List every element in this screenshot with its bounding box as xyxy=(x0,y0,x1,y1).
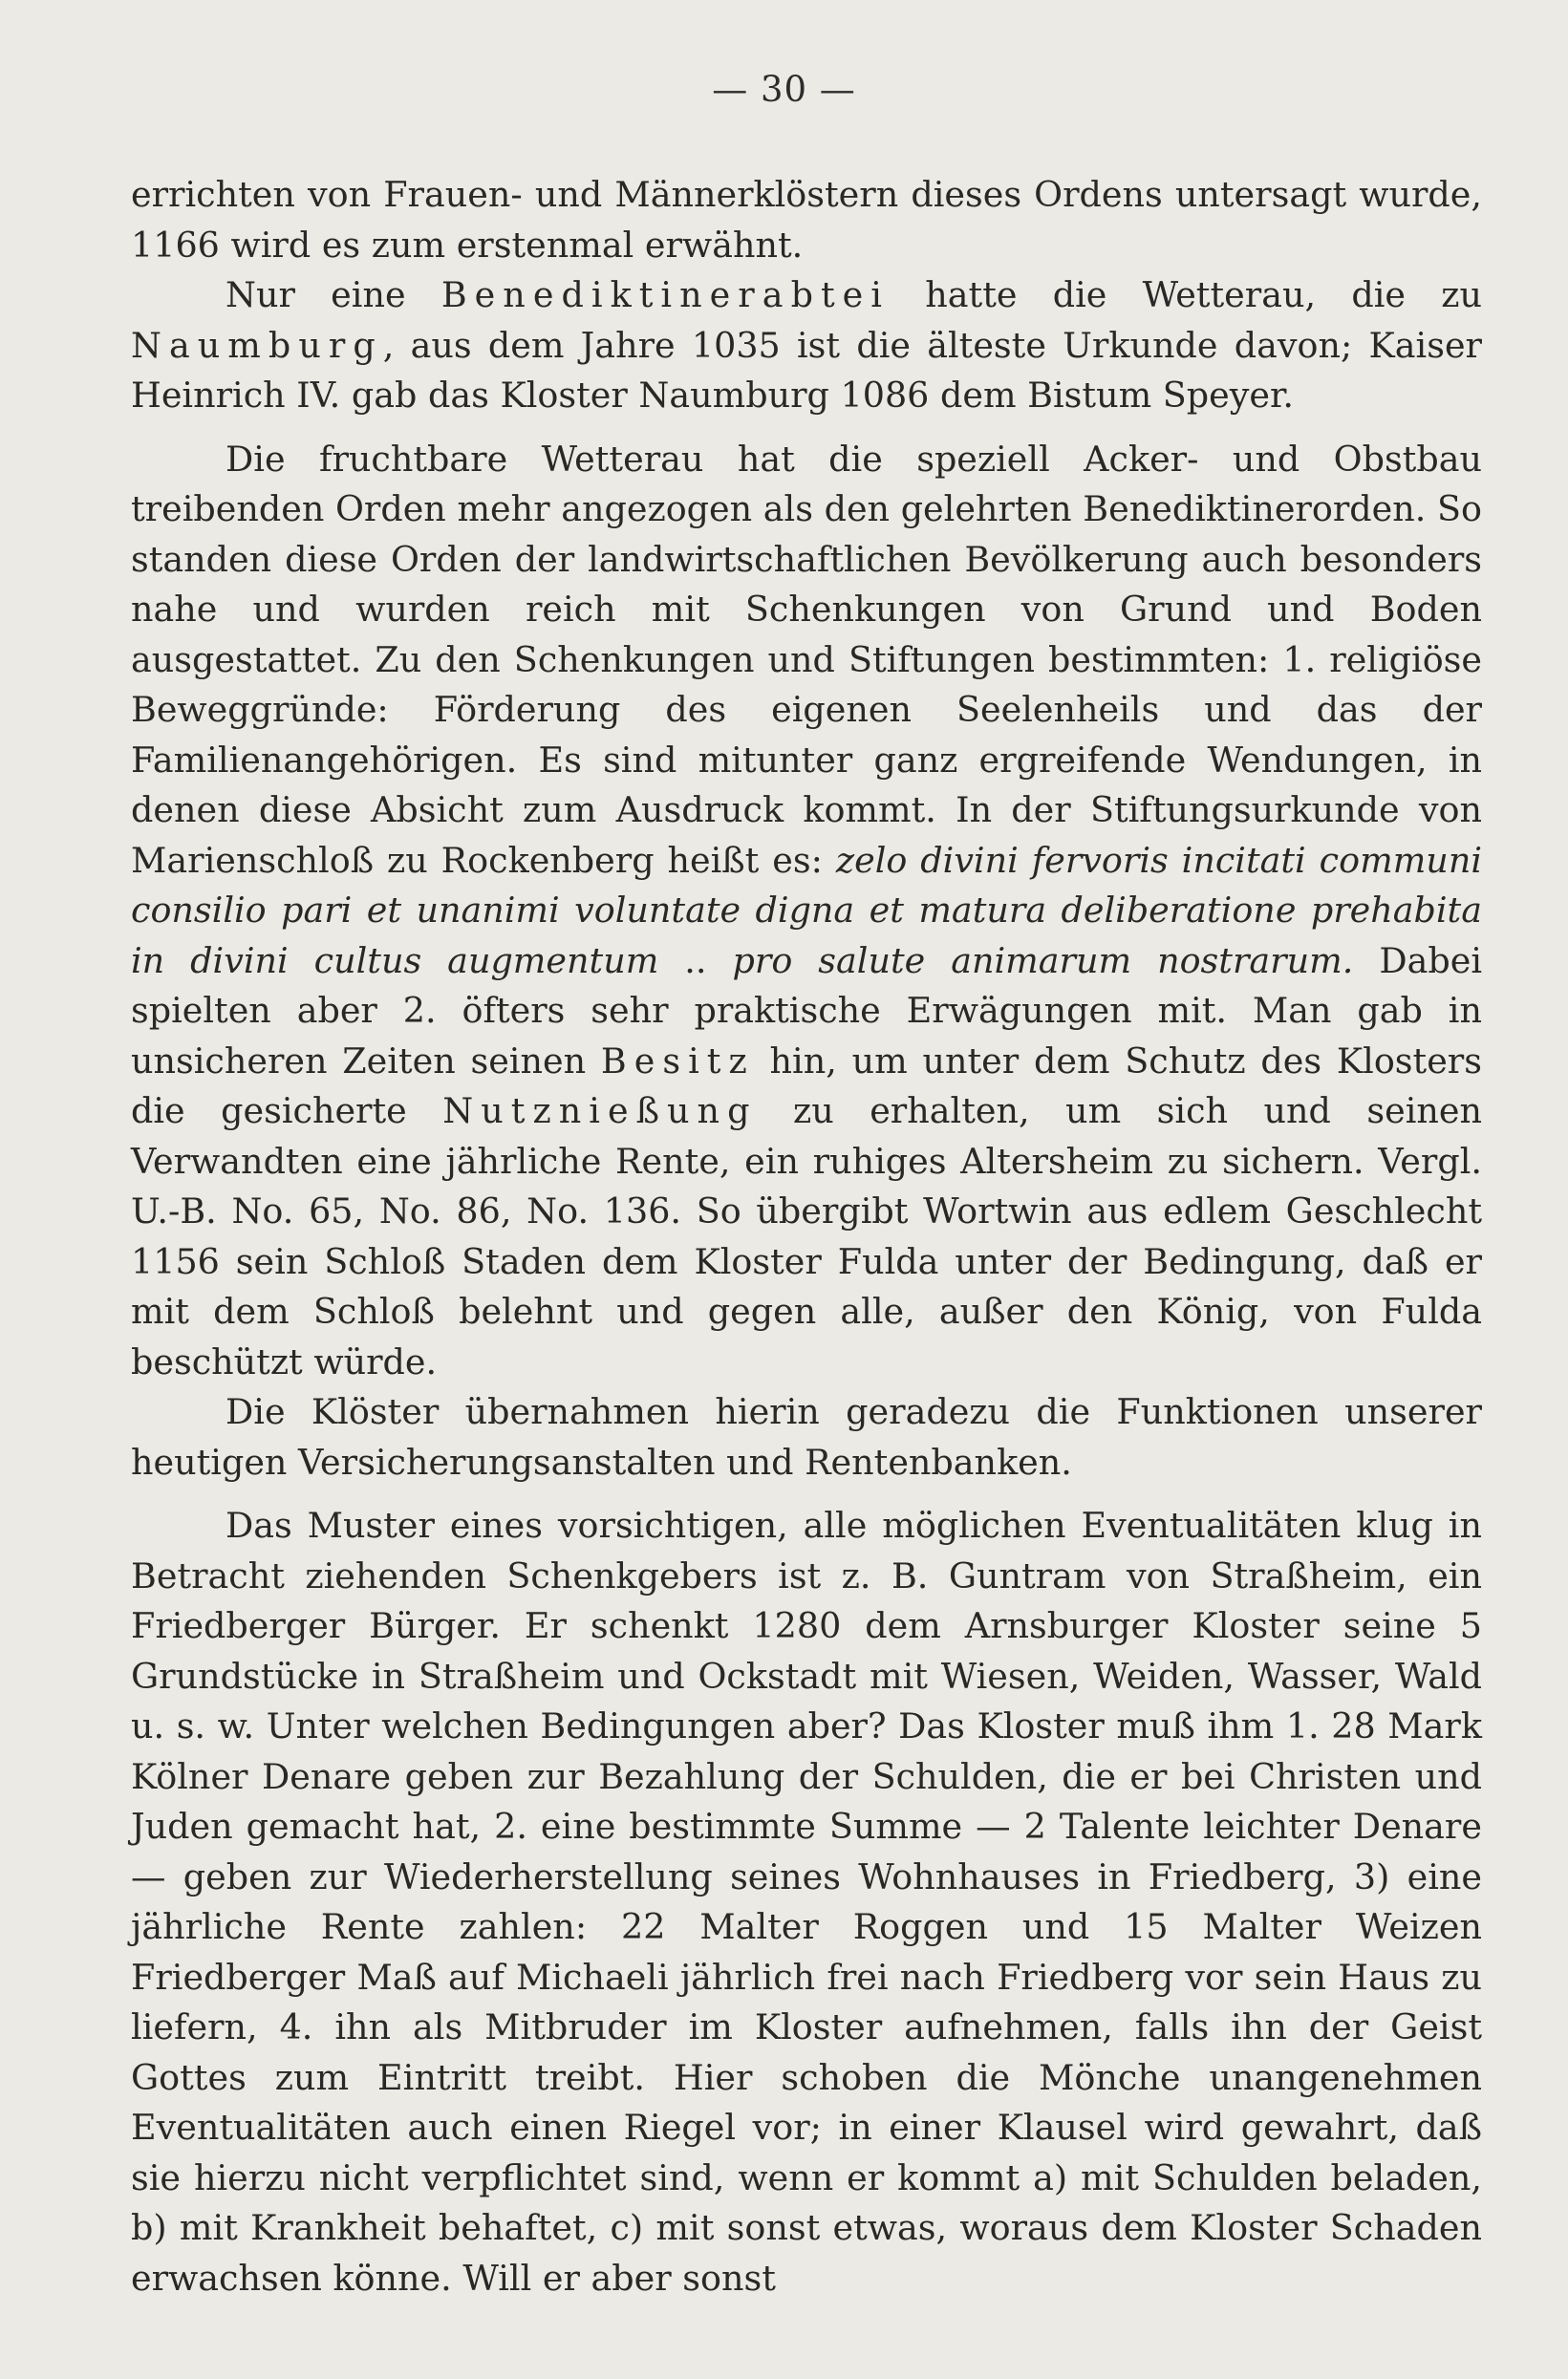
text-run: Dabei spielten aber 2. öfters sehr praktische Erwägungen mit. Man gab in unsicheren Zeiten seinen xyxy=(131,939,1482,1082)
text-run: .. xyxy=(658,939,733,981)
page-number: — 30 — xyxy=(712,69,856,110)
emphasis-besitz: Besitz xyxy=(600,1039,755,1082)
paragraph-5: Das Muster eines vorsichtigen, alle möglichen Eventualitäten klug in Betracht ziehenden Schenkgebers ist z. B. Guntram von Straßheim, ein Friedberger Bürger. Er schenkt 1280 dem Arnsburger Kloster seine 5 Grundstücke in Straßheim und Ockstadt mit Wiesen, Weiden, Wasser, Wald u. s. w. Unter welchen Bedingungen aber? Das Kloster muß ihm 1. 28 Mark Kölner Denare geben zur Bezahlung der Schulden, die er bei Christen und Juden gemacht hat, 2. eine bestimmte Summe — 2 Talente leichter Denare — geben zur Wiederherstellung seines Wohnhauses in Friedberg, 3) eine jährliche Rente zahlen: 22 Malter Roggen und 15 Malter Weizen Friedberger Maß auf Michaeli jährlich frei nach Friedberg vor sein Haus zu liefern, 4. ihn als Mitbruder im Kloster aufnehmen, falls ihn der Geist Gottes zum Eintritt treibt. Hier schoben die Mönche unangenehmen Eventualitäten auch einen Riegel vor; in einer Klausel wird gewahrt, daß sie hierzu nicht verpflichtet sind, wenn er kommt a) mit Schulden beladen, b) mit Krankheit behaftet, c) mit sonst etwas, woraus dem Kloster Schaden erwachsen könne. Will er aber sonst xyxy=(131,1505,1482,2299)
text-run: , aus dem Jahre 1035 ist die älteste Urkunde davon; Kaiser Heinrich IV. gab das Kloster Naumburg 1086 dem Bistum Speyer. xyxy=(131,324,1482,416)
paragraph-3 xyxy=(131,435,1482,1388)
emphasis-nutzniessung: Nutznießung xyxy=(442,1090,758,1131)
text-run: zu erhalten, um sich und seinen Verwandten eine jährliche Rente, ein ruhiges Altersheim zu sichern. Vergl. U.-B. No. 65, No. 86, No. 136. So übergibt Wortwin aus edlem Geschlecht 1156 sein Schloß Staden dem Kloster Fulda unter der Bedingung, daß er mit dem Schloß belehnt und gegen alle, außer den König, von Fulda beschützt würde. xyxy=(131,1090,1482,1382)
paragraph-4: Die Klöster übernahmen hierin geradezu die Funktionen unserer heutigen Versicherungsanstalten und Rentenbanken. xyxy=(131,1391,1482,1483)
text-run: hin, um unter dem Schutz des Klosters die gesicherte xyxy=(131,1039,1482,1131)
text-run: Nur eine xyxy=(226,274,441,315)
latin-quote-1: zelo divini fervoris incitati communi consilio pari et unanimi voluntate digna et matura deliberatione prehabita in divini cultus augmentum xyxy=(131,839,1482,981)
paragraph-2 xyxy=(131,270,1482,421)
emphasis-naumburg: Naumburg xyxy=(131,324,383,366)
text-run: hatte die Wetterau, die zu xyxy=(890,274,1482,315)
body-text xyxy=(131,170,1482,2304)
emphasis-benediktinerabtei: Benediktinerabtei xyxy=(440,274,890,315)
latin-quote-2: pro salute animarum nostrarum. xyxy=(732,939,1354,981)
text-run: Die fruchtbare Wetterau hat die speziell Acker- und Obstbau treibenden Orden mehr angezogen als den gelehrten Benediktinerorden. So standen diese Orden der landwirtschaftlichen Bevölkerung auch besonders nahe und wurden reich mit Schenkungen von Grund und Boden ausgestattet. Zu den Schenkungen und Stiftungen bestimmten: 1. religiöse Beweggründe: Förderung des eigenen Seelenheils und das der Familienangehörigen. Es sind mitunter ganz ergreifende Wendungen, in denen diese Absicht zum Ausdruck kommt. In der Stiftungsurkunde von Marienschloß zu Rockenberg heißt es: xyxy=(131,438,1482,881)
paragraph-1: errichten von Frauen- und Männerklöstern dieses Ordens untersagt wurde, 1166 wird es zum erstenmal erwähnt. xyxy=(131,174,1482,266)
